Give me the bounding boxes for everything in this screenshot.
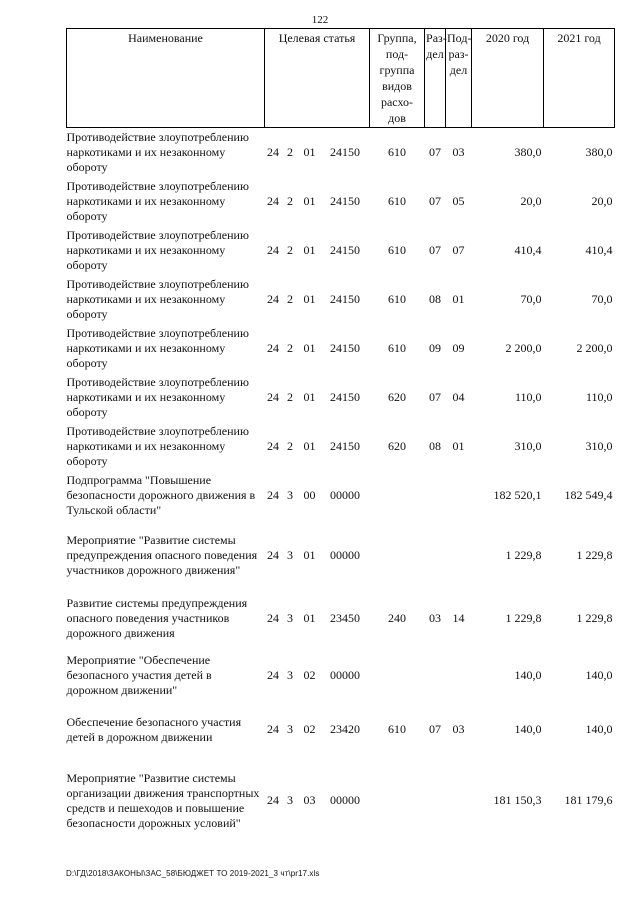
code-section: 09: [429, 340, 442, 355]
header-name: Наименование: [67, 29, 265, 128]
code-subprogram: 2: [287, 291, 293, 306]
code-subsection: [446, 471, 472, 521]
header-group: Группа, под- группа видов расхо- дов: [370, 29, 425, 128]
code-subsection: [446, 755, 472, 847]
code-program: 24: [267, 611, 279, 625]
amount-2020: 2 200,0: [505, 340, 542, 355]
code-direction: 23450: [330, 611, 360, 625]
code-subprogram: 3: [287, 548, 293, 562]
code-direction: 24150: [330, 438, 360, 453]
code-activity: 01: [303, 193, 316, 208]
row-name: Подпрограмма "Повышение безопасности дорожного движения в Тульской области": [66, 473, 256, 517]
amount-2020: 20,0: [520, 193, 542, 208]
amount-2021: 410,4: [585, 242, 613, 257]
amount-2020: 110,0: [514, 389, 542, 404]
code-activity: 01: [303, 144, 316, 159]
code-section: 07: [429, 144, 442, 159]
amount-2021: 140,0: [585, 722, 613, 736]
row-name: Противодействие злоупотреблению наркотиками и их незаконному обороту: [66, 423, 249, 468]
code-subsection: 09: [452, 340, 465, 355]
code-program: 24: [267, 389, 279, 404]
code-section: 07: [429, 389, 442, 404]
table-row: [67, 755, 615, 847]
amount-2021: 380,0: [585, 144, 613, 159]
code-section: 08: [429, 291, 442, 306]
code-subsection: 14: [452, 611, 465, 625]
code-activity: 02: [303, 668, 316, 682]
table-body: [67, 128, 615, 847]
code-direction: 00000: [330, 668, 360, 682]
code-subprogram: 3: [287, 488, 293, 502]
code-expense-group: 610: [388, 193, 407, 208]
code-activity: 00: [303, 488, 316, 502]
header-year-2020: 2020 год: [472, 29, 544, 128]
code-direction: 24150: [330, 340, 360, 355]
code-activity: 01: [303, 291, 316, 306]
code-direction: 24150: [330, 193, 360, 208]
code-subsection: 05: [452, 193, 465, 208]
code-program: 24: [267, 193, 279, 208]
table-row: [67, 177, 615, 226]
code-expense-group: [370, 471, 425, 521]
row-name: Обеспечение безопасного участия детей в дорожном движении: [66, 714, 242, 744]
code-subprogram: 3: [287, 668, 293, 682]
code-program: 24: [267, 793, 279, 807]
table-row: [67, 647, 615, 705]
code-program: 24: [267, 144, 279, 159]
code-activity: 03: [303, 793, 316, 807]
code-subprogram: 2: [287, 242, 293, 257]
row-name: Мероприятие "Развитие системы организации движения транспортных средств и пешеходов и повышение безопасности дорожных условий": [66, 770, 260, 830]
code-expense-group: 610: [388, 242, 407, 257]
row-name: Противодействие злоупотреблению наркотиками и их незаконному обороту: [66, 374, 249, 419]
code-expense-group: [370, 755, 425, 847]
code-subprogram: 3: [287, 611, 293, 625]
amount-2021: 20,0: [591, 193, 613, 208]
code-direction: 23420: [330, 722, 360, 736]
table-row: [67, 591, 615, 647]
code-subprogram: 3: [287, 722, 293, 736]
code-activity: 01: [303, 611, 316, 625]
code-subsection: 03: [452, 722, 465, 736]
amount-2021: 110,0: [585, 389, 613, 404]
code-activity: 01: [303, 340, 316, 355]
code-activity: 01: [303, 438, 316, 453]
code-expense-group: 610: [388, 722, 407, 736]
code-subprogram: 3: [287, 793, 293, 807]
code-expense-group: 610: [388, 291, 407, 306]
code-program: 24: [267, 291, 279, 306]
code-program: 24: [267, 668, 279, 682]
amount-2020: 310,0: [514, 438, 542, 453]
row-name: Противодействие злоупотреблению наркотиками и их незаконному обороту: [66, 129, 249, 174]
amount-2021: 1 229,8: [576, 548, 613, 562]
footer-file-path: D:\ГД\2018\ЗАКОНЫ\ЗАС_58\БЮДЖЕТ ТО 2019-2021_3 чт\pr17.xls: [66, 869, 320, 878]
code-section: 03: [429, 611, 442, 625]
code-subsection: [446, 647, 472, 705]
code-subprogram: 2: [287, 389, 293, 404]
header-target-article: Целевая статья: [265, 29, 370, 128]
amount-2020: 1 229,8: [505, 548, 542, 562]
table-row: [67, 705, 615, 755]
code-direction: 00000: [330, 793, 360, 807]
code-expense-group: 620: [388, 438, 407, 453]
code-direction: 00000: [330, 488, 360, 502]
amount-2021: 310,0: [585, 438, 613, 453]
code-direction: 24150: [330, 144, 360, 159]
code-section: [425, 647, 446, 705]
page-number: 122: [311, 14, 329, 26]
code-program: 24: [267, 488, 279, 502]
amount-2020: 410,4: [514, 242, 542, 257]
code-section: [425, 521, 446, 591]
code-program: 24: [267, 340, 279, 355]
amount-2020: 380,0: [514, 144, 542, 159]
code-direction: 24150: [330, 291, 360, 306]
amount-2021: 2 200,0: [576, 340, 613, 355]
code-expense-group: 620: [388, 389, 407, 404]
code-expense-group: 610: [388, 144, 407, 159]
code-program: 24: [267, 722, 279, 736]
code-expense-group: [370, 521, 425, 591]
table-row: [67, 471, 615, 521]
amount-2020: 140,0: [514, 722, 542, 736]
amount-2021: 182 549,4: [564, 488, 613, 502]
code-expense-group: 610: [388, 340, 407, 355]
row-name: Мероприятие "Развитие системы предупреждения опасного поведения участников дорожного движения": [66, 533, 258, 577]
code-expense-group: 240: [388, 611, 407, 625]
code-program: 24: [267, 438, 279, 453]
row-name: Противодействие злоупотреблению наркотиками и их незаконному обороту: [66, 325, 249, 370]
code-section: [425, 755, 446, 847]
table-row: [67, 324, 615, 373]
code-activity: 02: [303, 722, 316, 736]
amount-2021: 181 179,6: [564, 793, 613, 807]
code-subsection: 07: [452, 242, 465, 257]
code-section: 07: [429, 242, 442, 257]
header-subsection: Под- раз- дел: [446, 29, 472, 128]
code-section: 07: [429, 722, 442, 736]
row-name: Противодействие злоупотреблению наркотиками и их незаконному обороту: [66, 227, 249, 272]
amount-2021: 70,0: [591, 291, 613, 306]
code-subsection: 04: [452, 389, 465, 404]
budget-table: [66, 28, 615, 847]
amount-2020: 140,0: [514, 668, 542, 682]
amount-2021: 1 229,8: [576, 611, 613, 625]
code-subsection: 01: [452, 291, 465, 306]
amount-2020: 182 520,1: [493, 488, 542, 502]
table-row: [67, 422, 615, 471]
code-subprogram: 2: [287, 438, 293, 453]
table-row: [67, 275, 615, 324]
header-year-2021: 2021 год: [544, 29, 615, 128]
code-subsection: 03: [452, 144, 465, 159]
code-direction: 00000: [330, 548, 360, 562]
row-name: Противодействие злоупотреблению наркотиками и их незаконному обороту: [66, 276, 249, 321]
header-section: Раз- дел: [425, 29, 446, 128]
table-row: [67, 373, 615, 422]
row-name: Развитие системы предупреждения опасного поведения участников дорожного движения: [66, 596, 248, 640]
code-subprogram: 2: [287, 144, 293, 159]
code-direction: 24150: [330, 242, 360, 257]
code-section: 08: [429, 438, 442, 453]
code-direction: 24150: [330, 389, 360, 404]
code-activity: 01: [303, 242, 316, 257]
table-header: [67, 29, 615, 128]
table-row: [67, 521, 615, 591]
amount-2021: 140,0: [585, 668, 613, 682]
row-name: Противодействие злоупотреблению наркотиками и их незаконному обороту: [66, 178, 249, 223]
code-activity: 01: [303, 389, 316, 404]
code-subprogram: 2: [287, 340, 293, 355]
code-program: 24: [267, 242, 279, 257]
amount-2020: 1 229,8: [505, 611, 542, 625]
code-subprogram: 2: [287, 193, 293, 208]
code-subsection: [446, 521, 472, 591]
code-section: 07: [429, 193, 442, 208]
table-row: [67, 226, 615, 275]
row-name: Мероприятие "Обеспечение безопасного участия детей в дорожном движении": [66, 653, 212, 697]
table-row: [67, 128, 615, 177]
amount-2020: 70,0: [520, 291, 542, 306]
code-section: [425, 471, 446, 521]
code-subsection: 01: [452, 438, 465, 453]
amount-2020: 181 150,3: [493, 793, 542, 807]
code-program: 24: [267, 548, 279, 562]
code-expense-group: [370, 647, 425, 705]
code-activity: 01: [303, 548, 316, 562]
